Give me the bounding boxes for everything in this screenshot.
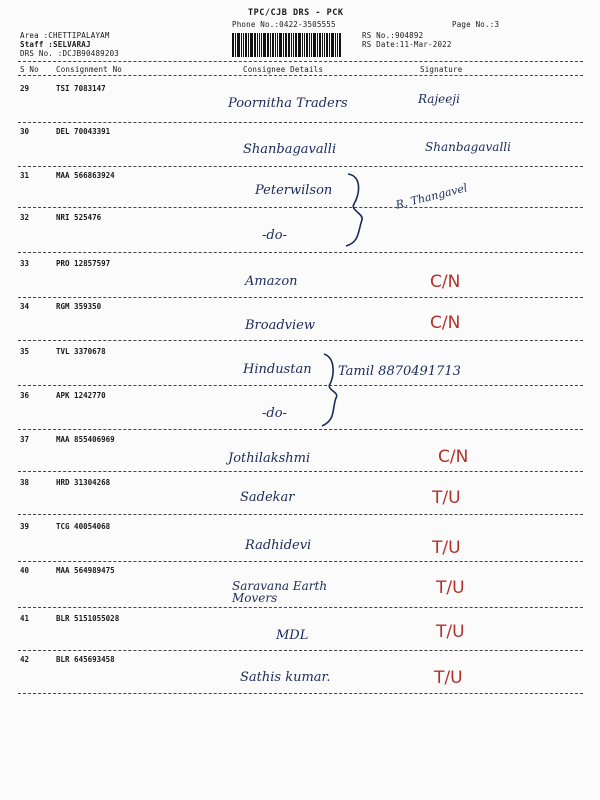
brace-mark	[340, 170, 380, 250]
barcode-bar	[257, 33, 258, 57]
consignment-number: NRI 525476	[56, 213, 102, 222]
barcode-bar	[243, 33, 244, 57]
consignment-number: PRO 12857597	[56, 259, 111, 268]
consignee-handwritten: Shanbagavalli	[243, 142, 337, 157]
brace-mark	[318, 350, 348, 430]
consignee-handwritten: Jothilakshmi	[228, 451, 311, 466]
consignee-handwritten: Saravana Earth Movers	[232, 579, 328, 605]
signature-handwritten: Rajeeji	[418, 92, 460, 106]
barcode-bar	[288, 33, 290, 57]
consignment-number: TSI 7083147	[56, 84, 106, 93]
barcode-bar	[324, 33, 325, 57]
drs-number: DRS No. :DCJB90489203	[20, 49, 120, 58]
barcode-bar	[241, 33, 242, 57]
row-divider	[18, 207, 583, 208]
barcode-bar	[331, 33, 334, 57]
barcode-bar	[275, 33, 276, 57]
barcode-bar	[313, 33, 316, 57]
barcode-bar	[326, 33, 328, 57]
row-number: 32	[20, 213, 30, 222]
consignee-handwritten: -do-	[262, 228, 287, 243]
barcode-bar	[309, 33, 310, 57]
row-divider	[18, 252, 583, 253]
barcode-bar	[339, 33, 341, 57]
consignee-handwritten: Amazon	[245, 274, 298, 289]
barcode-bar	[279, 33, 282, 57]
header-divider-top	[18, 61, 583, 62]
signature-handwritten: R. Thangavel	[394, 181, 469, 212]
consignee-handwritten: Radhidevi	[245, 538, 312, 553]
col-consignee: Consignee Details	[243, 65, 324, 74]
area-label: Area :CHETTIPALAYAM	[20, 31, 110, 40]
row-divider	[18, 693, 583, 694]
barcode-bar	[319, 33, 321, 57]
consignee-handwritten: MDL	[276, 628, 309, 643]
barcode-bar	[254, 33, 256, 57]
barcode	[232, 33, 357, 57]
consignment-number: MAA 564989475	[56, 566, 115, 575]
row-divider	[18, 166, 583, 167]
consignee-handwritten: -do-	[262, 406, 287, 421]
col-consignment: Consignment No	[56, 65, 123, 74]
consignment-number: TVL 3370678	[56, 347, 106, 356]
signature-status: T/U	[436, 578, 465, 598]
row-divider	[18, 385, 583, 386]
row-number: 29	[20, 84, 30, 93]
document-title: TPC/CJB DRS - PCK	[248, 8, 344, 18]
signature-status: T/U	[432, 488, 461, 508]
consignee-handwritten: Broadview	[245, 318, 315, 333]
row-divider	[18, 122, 583, 123]
consignment-number: MAA 566863924	[56, 171, 115, 180]
barcode-bar	[237, 33, 240, 57]
barcode-bar	[302, 33, 303, 57]
consignment-number: RGM 359350	[56, 302, 102, 311]
barcode-bar	[306, 33, 308, 57]
row-number: 39	[20, 522, 30, 531]
barcode-bar	[337, 33, 338, 57]
row-number: 41	[20, 614, 30, 623]
col-sno: S No	[20, 65, 39, 74]
row-divider	[18, 429, 583, 430]
consignment-number: DEL 70043391	[56, 127, 111, 136]
consignee-handwritten: Sadekar	[240, 490, 295, 505]
barcode-bar	[285, 33, 287, 57]
row-number: 31	[20, 171, 30, 180]
barcode-bar	[277, 33, 278, 57]
barcode-bar	[235, 33, 236, 57]
row-number: 42	[20, 655, 30, 664]
barcode-bar	[245, 33, 247, 57]
barcode-bar	[272, 33, 274, 57]
barcode-bar	[259, 33, 260, 57]
consignment-number: TCG 40054068	[56, 522, 111, 531]
barcode-bar	[329, 33, 330, 57]
row-number: 38	[20, 478, 30, 487]
signature-status: T/U	[434, 668, 463, 688]
header-divider-bottom	[18, 75, 583, 76]
barcode-bar	[293, 33, 294, 57]
row-divider	[18, 561, 583, 562]
row-number: 36	[20, 391, 30, 400]
row-divider	[18, 650, 583, 651]
row-divider	[18, 607, 583, 608]
rs-date: RS Date:11-Mar-2022	[362, 40, 452, 49]
barcode-bar	[322, 33, 323, 57]
consignee-handwritten: Peterwilson	[255, 183, 333, 198]
consignment-number: BLR 5151055028	[56, 614, 120, 623]
barcode-bar	[250, 33, 253, 57]
barcode-bar	[304, 33, 305, 57]
barcode-bar	[311, 33, 312, 57]
page-number: Page No.:3	[452, 20, 500, 29]
signature-handwritten: Shanbagavalli	[425, 140, 511, 154]
consignment-number: BLR 645693458	[56, 655, 115, 664]
signature-status: T/U	[436, 622, 465, 642]
row-number: 37	[20, 435, 30, 444]
barcode-bar	[283, 33, 284, 57]
barcode-bar	[295, 33, 297, 57]
row-divider	[18, 297, 583, 298]
barcode-bar	[248, 33, 249, 57]
consignee-handwritten: Sathis kumar.	[240, 670, 331, 685]
consignment-number: APK 1242770	[56, 391, 106, 400]
signature-status: T/U	[432, 538, 461, 558]
consignment-number: HRD 31304268	[56, 478, 111, 487]
row-divider	[18, 514, 583, 515]
barcode-bar	[291, 33, 292, 57]
signature-status: C/N	[438, 447, 469, 467]
barcode-bar	[263, 33, 266, 57]
consignee-handwritten: Hindustan	[243, 362, 312, 377]
row-number: 35	[20, 347, 30, 356]
row-number: 34	[20, 302, 30, 311]
row-number: 40	[20, 566, 30, 575]
row-number: 30	[20, 127, 30, 136]
row-number: 33	[20, 259, 30, 268]
signature-status: C/N	[430, 313, 461, 333]
barcode-bar	[270, 33, 271, 57]
rs-number: RS No.:904892	[362, 31, 424, 40]
barcode-bar	[298, 33, 301, 57]
col-signature: Signature	[420, 65, 463, 74]
barcode-bar	[267, 33, 269, 57]
phone-number: Phone No.:0422-3505555	[232, 20, 336, 29]
row-divider	[18, 471, 583, 472]
consignee-handwritten: Poornitha Traders	[228, 96, 348, 111]
staff-label: Staff :SELVARAJ	[20, 40, 91, 49]
barcode-bar	[232, 33, 234, 57]
barcode-bar	[317, 33, 318, 57]
barcode-bar	[335, 33, 336, 57]
signature-handwritten: Tamil 8870491713	[338, 364, 461, 379]
consignment-number: MAA 855406969	[56, 435, 115, 444]
row-divider	[18, 340, 583, 341]
signature-status: C/N	[430, 272, 461, 292]
barcode-bar	[261, 33, 262, 57]
